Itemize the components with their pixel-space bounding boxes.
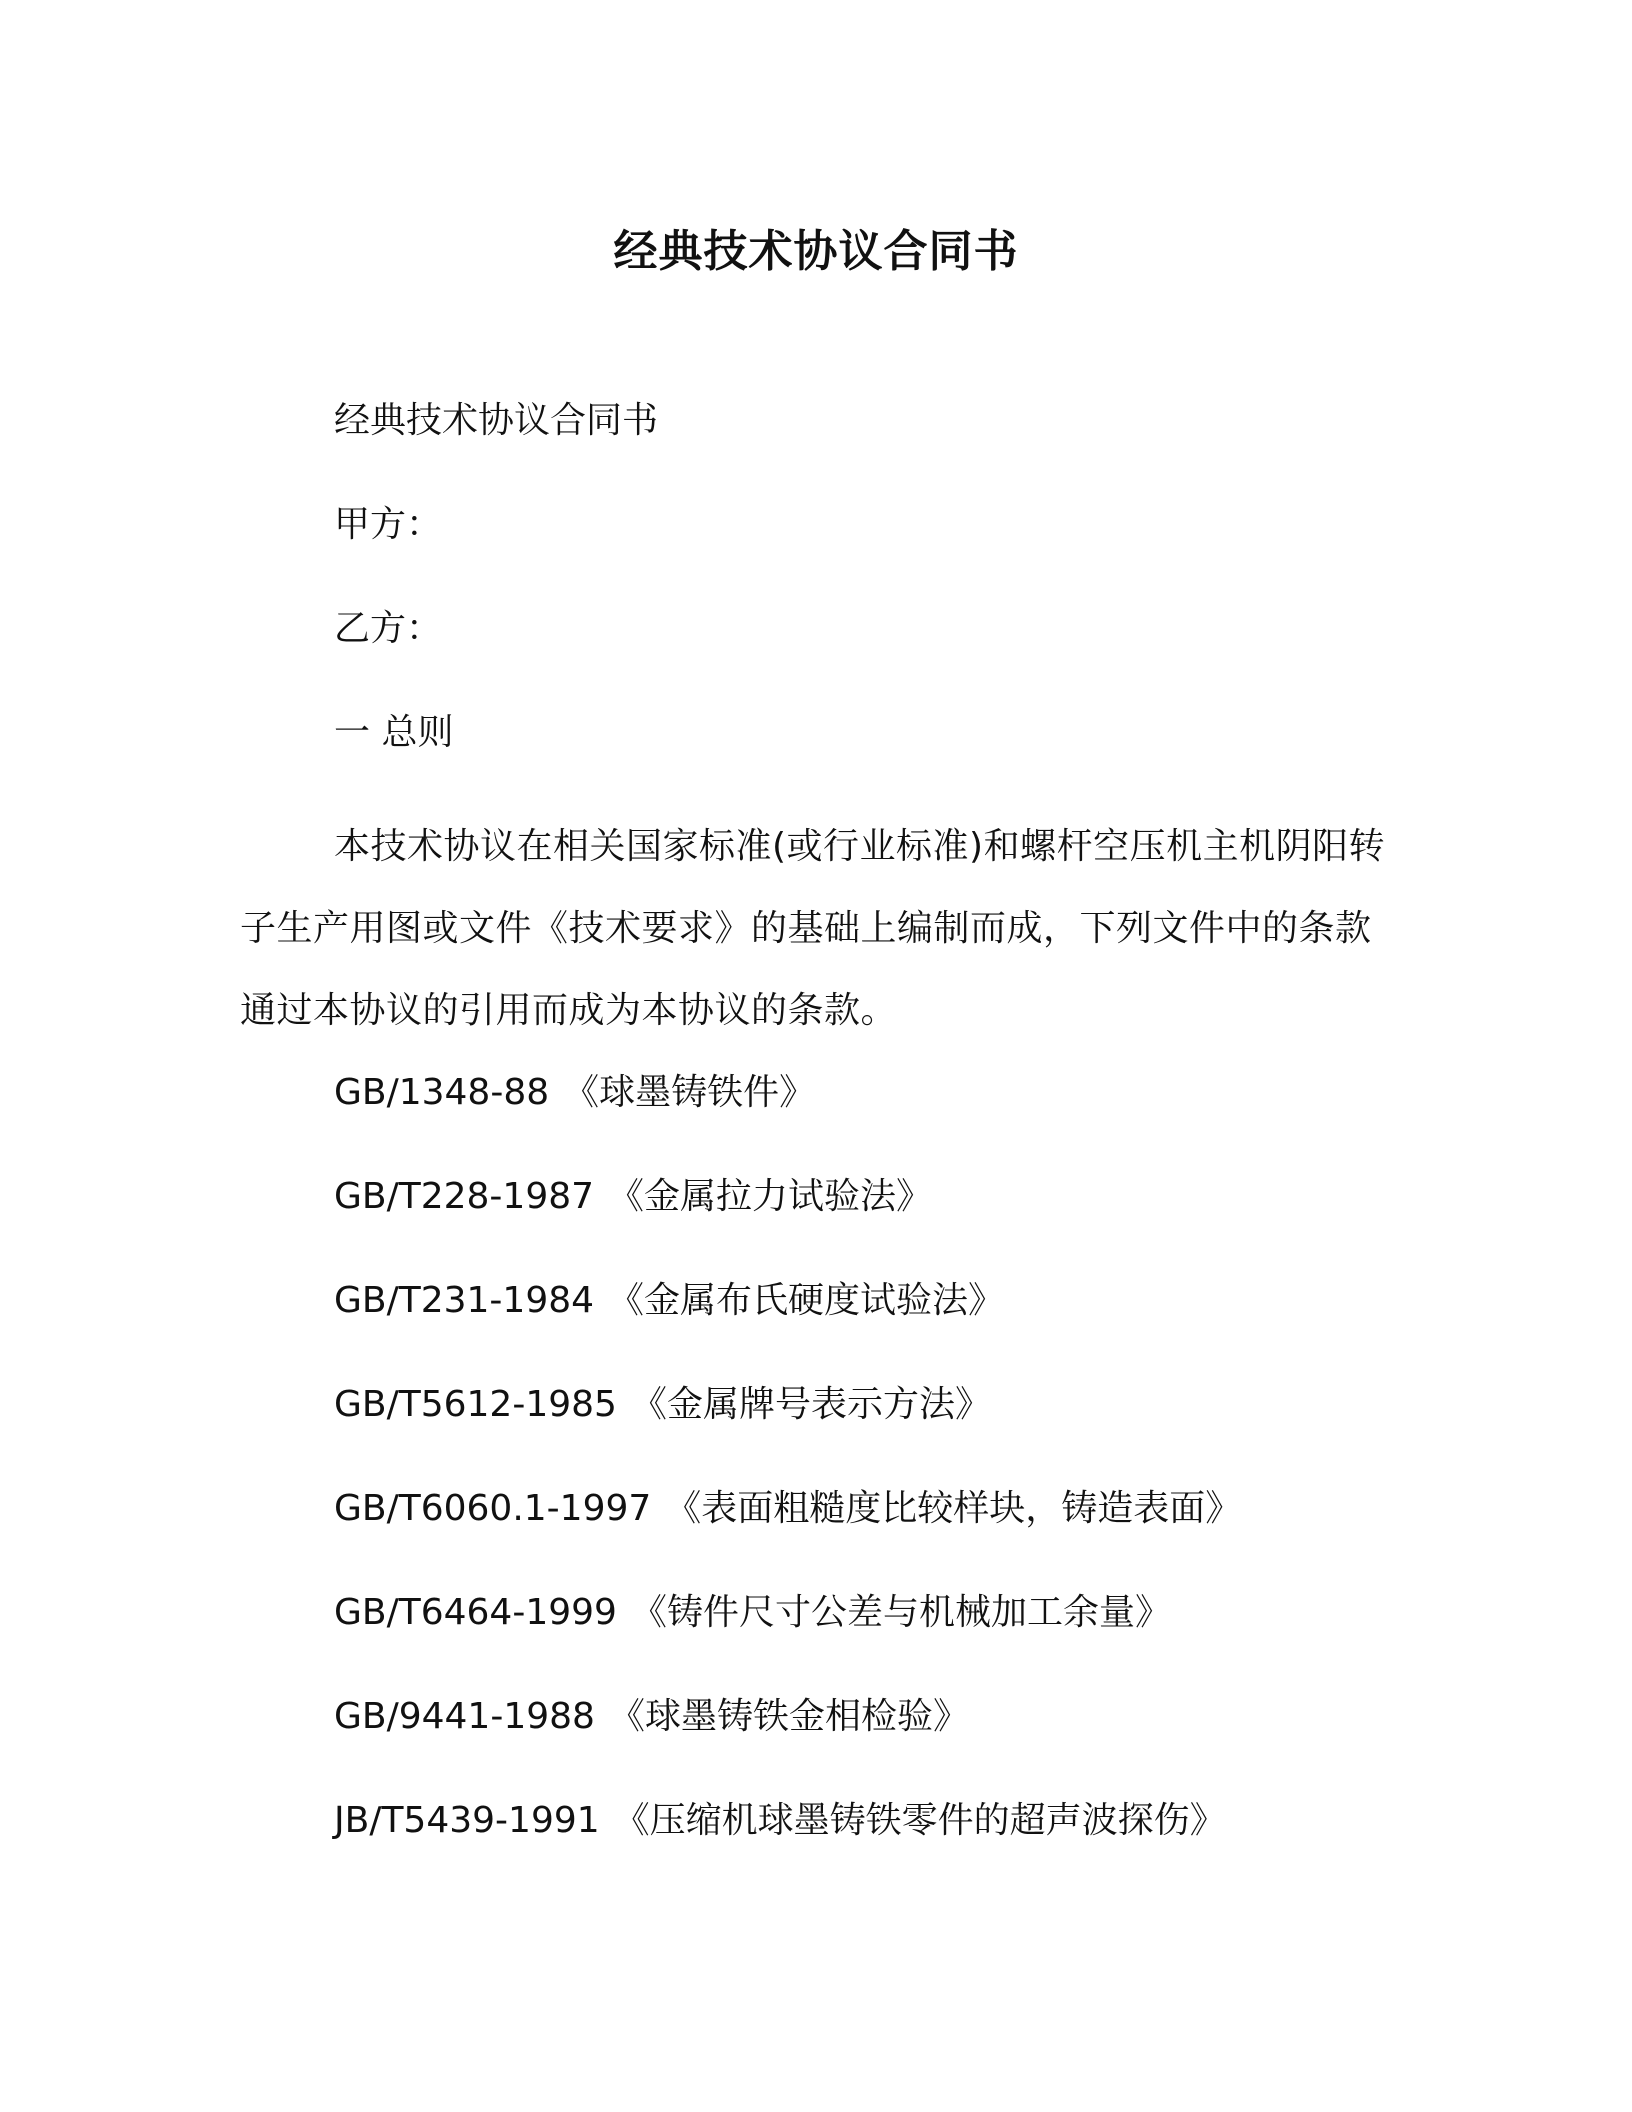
standard-code: GB/T231-1984	[334, 1280, 595, 1321]
standard-name: 《铸件尺寸公差与机械加工余量》	[630, 1592, 1171, 1633]
standard-code: JB/T5439-1991	[334, 1800, 600, 1841]
standard-code: GB/T5612-1985	[334, 1384, 617, 1425]
party-b-label: 乙方：	[334, 608, 443, 649]
document-subtitle: 经典技术协议合同书	[334, 400, 659, 441]
standard-code: GB/9441-1988	[334, 1696, 595, 1737]
standard-name: 《金属布氏硬度试验法》	[608, 1280, 1005, 1321]
standard-code: GB/T228-1987	[334, 1176, 595, 1217]
document-title: 经典技术协议合同书	[613, 226, 1019, 277]
standard-name: 《表面粗糙度比较样块，铸造表面》	[665, 1488, 1242, 1529]
standard-item	[334, 1588, 1241, 1692]
standard-item	[334, 1380, 1241, 1484]
standard-code: GB/T6464-1999	[334, 1592, 617, 1633]
standard-item	[334, 1172, 1241, 1276]
standard-item	[334, 1796, 1241, 1900]
standard-item	[334, 1484, 1241, 1588]
standard-name: 《金属拉力试验法》	[608, 1176, 933, 1217]
standard-name: 《金属牌号表示方法》	[630, 1384, 991, 1425]
standard-name: 《球墨铸铁件》	[563, 1072, 816, 1113]
section-one-heading: 一 总则	[334, 712, 454, 753]
standard-code: GB/1348-88	[334, 1072, 550, 1113]
standard-code: GB/T6060.1-1997	[334, 1488, 652, 1529]
standard-name: 《压缩机球墨铸铁零件的超声波探伤》	[613, 1800, 1226, 1841]
standard-item	[334, 1692, 1241, 1796]
intro-paragraph: 本技术协议在相关国家标准(或行业标准)和螺杆空压机主机阴阳转子生产用图或文件《技术要求》的基础上编制而成，下列文件中的条款通过本协议的引用而成为本协议的条款。	[240, 826, 1386, 1031]
party-a-label: 甲方：	[334, 504, 443, 545]
standard-item	[334, 1276, 1241, 1380]
standard-name: 《球墨铸铁金相检验》	[608, 1696, 969, 1737]
standard-item	[334, 1068, 1241, 1172]
standards-list	[334, 1068, 1241, 1900]
